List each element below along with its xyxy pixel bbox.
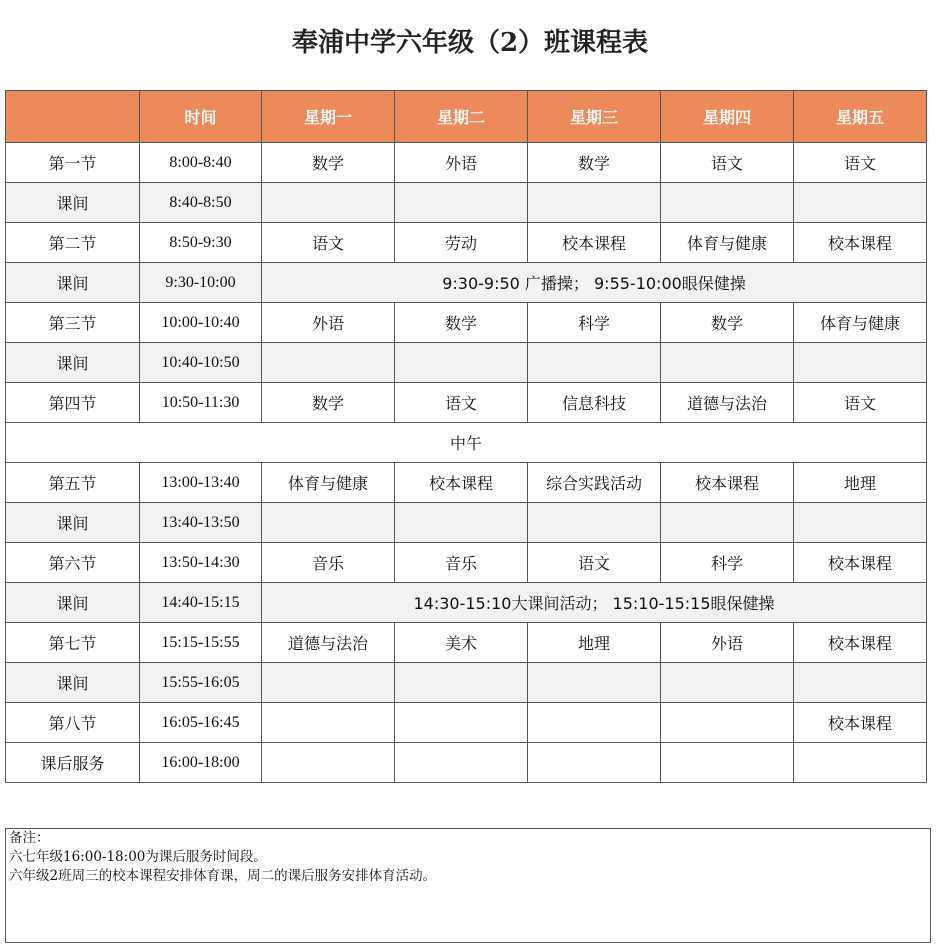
notes-line: 六七年级16:00-18:00为课后服务时间段。 bbox=[9, 849, 267, 865]
course-cell bbox=[528, 503, 661, 543]
page-title: 奉浦中学六年级（2）班课程表 bbox=[291, 28, 649, 58]
period-cell: 第七节 bbox=[6, 623, 140, 663]
table-row bbox=[6, 743, 927, 783]
course-cell: 音乐 bbox=[395, 543, 528, 583]
course-cell: 信息科技 bbox=[528, 383, 661, 423]
time-cell: 13:50-14:30 bbox=[140, 543, 262, 583]
merged-activity-cell: 14:30-15:10大课间活动； 15:10-15:15眼保健操 bbox=[262, 583, 927, 623]
course-cell: 外语 bbox=[395, 143, 528, 183]
header-cell: 星期四 bbox=[661, 91, 794, 143]
time-cell: 15:15-15:55 bbox=[140, 623, 262, 663]
period-cell: 课间 bbox=[6, 183, 140, 223]
course-cell: 地理 bbox=[528, 623, 661, 663]
table-row bbox=[6, 263, 927, 303]
course-cell bbox=[661, 503, 794, 543]
table-row bbox=[6, 423, 927, 463]
time-cell: 8:40-8:50 bbox=[140, 183, 262, 223]
course-cell: 体育与健康 bbox=[262, 463, 395, 503]
course-cell bbox=[661, 743, 794, 783]
notes-box bbox=[5, 828, 931, 943]
course-cell bbox=[528, 183, 661, 223]
period-cell: 第三节 bbox=[6, 303, 140, 343]
course-cell: 数学 bbox=[395, 303, 528, 343]
header-cell: 星期二 bbox=[395, 91, 528, 143]
table-row bbox=[6, 663, 927, 703]
course-cell bbox=[395, 743, 528, 783]
course-cell bbox=[262, 503, 395, 543]
course-cell bbox=[395, 183, 528, 223]
course-cell bbox=[395, 663, 528, 703]
course-cell bbox=[661, 703, 794, 743]
lunch-break-cell: 中午 bbox=[6, 423, 927, 463]
course-cell: 校本课程 bbox=[794, 703, 927, 743]
course-cell bbox=[661, 663, 794, 703]
course-cell: 劳动 bbox=[395, 223, 528, 263]
course-cell: 音乐 bbox=[262, 543, 395, 583]
course-cell bbox=[528, 663, 661, 703]
period-cell: 第一节 bbox=[6, 143, 140, 183]
period-cell: 课间 bbox=[6, 503, 140, 543]
period-cell: 课间 bbox=[6, 583, 140, 623]
course-cell bbox=[528, 703, 661, 743]
course-cell: 体育与健康 bbox=[794, 303, 927, 343]
table-row bbox=[6, 703, 927, 743]
course-cell bbox=[262, 663, 395, 703]
header-row bbox=[6, 91, 927, 143]
table-row bbox=[6, 463, 927, 503]
notes-heading: 备注： bbox=[9, 830, 50, 846]
course-cell bbox=[794, 503, 927, 543]
table-row bbox=[6, 303, 927, 343]
course-cell: 校本课程 bbox=[794, 223, 927, 263]
time-cell: 16:00-18:00 bbox=[140, 743, 262, 783]
course-cell: 语文 bbox=[262, 223, 395, 263]
course-cell: 数学 bbox=[262, 383, 395, 423]
time-cell: 10:40-10:50 bbox=[140, 343, 262, 383]
header-cell: 星期一 bbox=[262, 91, 395, 143]
table-row bbox=[6, 623, 927, 663]
course-cell: 数学 bbox=[661, 303, 794, 343]
course-cell: 语文 bbox=[794, 383, 927, 423]
header-cell: 时间 bbox=[140, 91, 262, 143]
course-cell bbox=[661, 183, 794, 223]
course-cell: 道德与法治 bbox=[661, 383, 794, 423]
time-cell: 8:50-9:30 bbox=[140, 223, 262, 263]
table-row bbox=[6, 183, 927, 223]
course-cell: 综合实践活动 bbox=[528, 463, 661, 503]
course-cell bbox=[528, 743, 661, 783]
course-cell bbox=[794, 663, 927, 703]
period-cell: 课间 bbox=[6, 263, 140, 303]
notes-line: 六年级2班周三的校本课程安排体育课，周二的课后服务安排体育活动。 bbox=[9, 868, 437, 884]
course-cell: 语文 bbox=[528, 543, 661, 583]
time-cell: 9:30-10:00 bbox=[140, 263, 262, 303]
time-cell: 15:55-16:05 bbox=[140, 663, 262, 703]
course-cell bbox=[262, 743, 395, 783]
table-row bbox=[6, 583, 927, 623]
table-row bbox=[6, 543, 927, 583]
course-cell bbox=[395, 503, 528, 543]
merged-activity-cell: 9:30-9:50 广播操； 9:55-10:00眼保健操 bbox=[262, 263, 927, 303]
course-cell: 校本课程 bbox=[528, 223, 661, 263]
table-row bbox=[6, 343, 927, 383]
period-cell: 课后服务 bbox=[6, 743, 140, 783]
course-cell: 科学 bbox=[528, 303, 661, 343]
table-row bbox=[6, 143, 927, 183]
period-cell: 第五节 bbox=[6, 463, 140, 503]
header-cell: 星期三 bbox=[528, 91, 661, 143]
course-cell: 校本课程 bbox=[661, 463, 794, 503]
period-cell: 课间 bbox=[6, 343, 140, 383]
course-cell: 语文 bbox=[794, 143, 927, 183]
course-cell bbox=[262, 183, 395, 223]
time-cell: 13:00-13:40 bbox=[140, 463, 262, 503]
course-cell bbox=[262, 343, 395, 383]
period-cell: 课间 bbox=[6, 663, 140, 703]
time-cell: 13:40-13:50 bbox=[140, 503, 262, 543]
course-cell bbox=[528, 343, 661, 383]
course-cell: 校本课程 bbox=[395, 463, 528, 503]
course-cell bbox=[794, 743, 927, 783]
table-row bbox=[6, 503, 927, 543]
course-cell bbox=[661, 343, 794, 383]
header-cell: 星期五 bbox=[794, 91, 927, 143]
period-cell: 第八节 bbox=[6, 703, 140, 743]
course-cell: 数学 bbox=[262, 143, 395, 183]
course-cell: 校本课程 bbox=[794, 623, 927, 663]
period-cell: 第二节 bbox=[6, 223, 140, 263]
time-cell: 10:50-11:30 bbox=[140, 383, 262, 423]
course-cell: 语文 bbox=[395, 383, 528, 423]
time-cell: 8:00-8:40 bbox=[140, 143, 262, 183]
course-cell: 数学 bbox=[528, 143, 661, 183]
course-cell: 体育与健康 bbox=[661, 223, 794, 263]
period-cell: 第六节 bbox=[6, 543, 140, 583]
table-row bbox=[6, 223, 927, 263]
course-cell: 科学 bbox=[661, 543, 794, 583]
header-cell bbox=[6, 91, 140, 143]
timetable bbox=[5, 90, 927, 783]
table-row bbox=[6, 383, 927, 423]
period-cell: 第四节 bbox=[6, 383, 140, 423]
time-cell: 16:05-16:45 bbox=[140, 703, 262, 743]
course-cell bbox=[395, 343, 528, 383]
course-cell: 外语 bbox=[661, 623, 794, 663]
course-cell: 外语 bbox=[262, 303, 395, 343]
course-cell bbox=[262, 703, 395, 743]
course-cell: 美术 bbox=[395, 623, 528, 663]
time-cell: 10:00-10:40 bbox=[140, 303, 262, 343]
course-cell bbox=[395, 703, 528, 743]
course-cell: 道德与法治 bbox=[262, 623, 395, 663]
time-cell: 14:40-15:15 bbox=[140, 583, 262, 623]
course-cell: 地理 bbox=[794, 463, 927, 503]
course-cell: 校本课程 bbox=[794, 543, 927, 583]
course-cell bbox=[794, 183, 927, 223]
course-cell bbox=[794, 343, 927, 383]
course-cell: 语文 bbox=[661, 143, 794, 183]
